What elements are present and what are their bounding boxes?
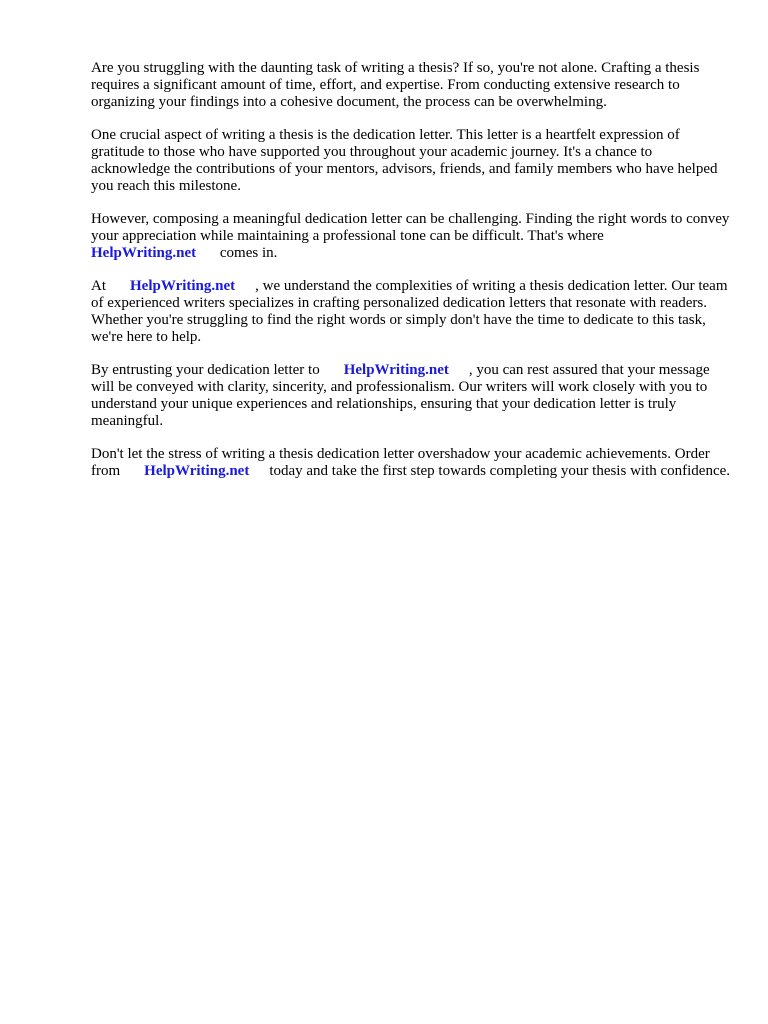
paragraph-dedication-aspect: One crucial aspect of writing a thesis is the dedication letter. This letter is a heartfelt expression of gratitude to those who have supported you throughout your academic journey. It's a chance to acknowledge the contributions of your mentors, advisors, friends, and family members who have helped you reach this milestone. <box>91 127 718 194</box>
paragraph-challenge-tail: comes in. <box>219 245 278 261</box>
paragraph-entrusting <box>91 362 731 430</box>
paragraph-challenge-text: However, composing a meaningful dedication letter can be challenging. Finding the right words to convey your appreciation while maintaining a professional tone can be difficult. That's where <box>91 211 730 244</box>
helpwriting-link-3[interactable]: HelpWriting.net <box>343 362 449 378</box>
document-page <box>91 60 731 496</box>
paragraph-about-lead: At <box>91 278 106 294</box>
paragraph-about-text: , we understand the complexities of writing a thesis dedication letter. Our team of experienced writers specializes in crafting personalized dedication letters that resonate with readers. Whether you're struggling to find the right words or simply don't have the time to dedicate to this task, we're here to help. <box>91 278 728 345</box>
paragraph-cta-lead: Don't let the stress of writing a thesis dedication letter overshadow your academic achievements. Order from <box>91 446 710 479</box>
paragraph-call-to-action <box>91 446 731 480</box>
paragraph-intro: Are you struggling with the daunting task of writing a thesis? If so, you're not alone. Crafting a thesis requires a significant amount of time, effort, and expertise. From conducting extensive research to organizing your findings into a cohesive document, the process can be overwhelming. <box>91 60 700 110</box>
paragraph-entrusting-text: , you can rest assured that your message will be conveyed with clarity, sincerity, and professionalism. Our writers will work closely with you to understand your unique experiences and relationships, ensuring that your dedication letter is truly meaningful. <box>91 362 710 429</box>
helpwriting-link-2[interactable]: HelpWriting.net <box>130 278 236 294</box>
paragraph-challenge <box>91 211 731 262</box>
helpwriting-link-1[interactable]: HelpWriting.net <box>91 245 197 261</box>
paragraph-about-service <box>91 278 731 346</box>
helpwriting-link-4[interactable]: HelpWriting.net <box>144 463 250 479</box>
paragraph-entrusting-lead: By entrusting your dedication letter to <box>91 362 320 378</box>
paragraph-cta-text: today and take the first step towards completing your thesis with confidence. <box>269 463 731 479</box>
